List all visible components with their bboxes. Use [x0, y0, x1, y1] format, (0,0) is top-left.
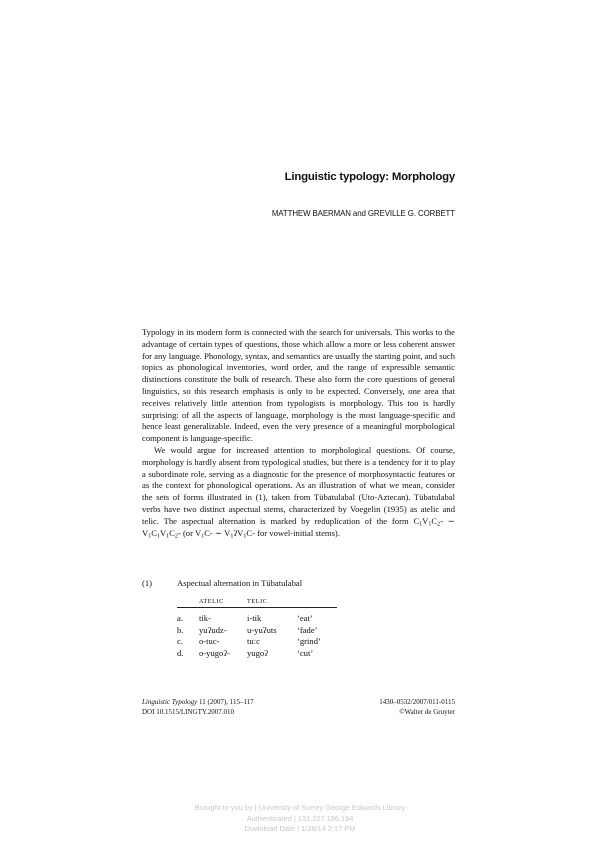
atelic-form: o-yugoʔ- — [199, 647, 231, 658]
reduplication-formula-consonant: $C_1V_1C_2-$ ∼ $V_1C_1V_1C_2-$ — [142, 515, 455, 540]
telic-form: i-tik — [247, 613, 262, 623]
footer-citation — [142, 697, 254, 717]
watermark-line-2: Authenticated | 131.227.186.194 — [246, 813, 354, 823]
paragraph-2 — [142, 445, 455, 539]
paren-open: (or — [182, 527, 193, 538]
article-body — [142, 327, 455, 539]
watermark-line-3: Download Date | 1/28/14 2:17 PM — [244, 824, 356, 834]
doi: DOI 10.1515/LINGTY.2007.010 — [142, 708, 235, 716]
gloss: ‘fade’ — [297, 624, 318, 635]
example-header-row — [177, 592, 337, 608]
copyright: ©Walter de Gruyter — [399, 708, 455, 716]
table-row — [177, 635, 337, 647]
table-row — [177, 646, 337, 658]
row-label: d. — [177, 647, 184, 658]
volume-pages: 11 (2007), 115–117 — [197, 698, 254, 706]
example-number: (1) — [142, 578, 153, 588]
gloss: ‘eat’ — [297, 613, 313, 623]
download-watermark — [150, 803, 450, 835]
article-authors: MATTHEW BAERMAN and GREVILLE G. CORBETT — [271, 209, 455, 218]
telic-form: tuːc — [247, 636, 260, 646]
reduplication-formula-vowel: $V_1C-$ ∼ $V_1ʔV_1C-$ — [194, 527, 255, 540]
paragraph-2-text: We would argue for increased attention to morphological questions. Of course, morphology is hardly absent from typological studies, but there is a tendency for it to play a subordinate role, serving as a diagnostic for the presence of morphosyntactic features or as the context for phonological operations. As an illustration of what we mean, consider the sets of forms illustrated in (1), taken from Tübatulabal (Uto-Aztecan). Tübatulabal verbs have two distinct aspectual stems, characterized by Voegelin (1935) as atelic and telic. The aspectual alternation is marked by reduplication of the form — [142, 444, 455, 526]
journal-citation — [142, 697, 254, 707]
header-telic: TELIC — [247, 598, 268, 605]
paragraph-2-end: for vowel-initial stems). — [257, 527, 340, 538]
journal-name: Linguistic Typology — [142, 698, 198, 706]
watermark-line-1: Brought to you by | University of Surrey George Edwards Library — [194, 803, 406, 812]
telic-form: yugoʔ — [247, 647, 269, 658]
atelic-form: tik- — [199, 613, 211, 623]
gloss: ‘grind’ — [297, 636, 321, 646]
row-label: c. — [177, 636, 183, 646]
article-title: Linguistic typology: Morphology — [284, 171, 455, 183]
paragraph-1: Typology in its modern form is connected with the search for universals. This works to the advantage of certain types of questions, those which allow a more or less coherent answer for any language. Phonology, syntax, and semantics are usually the starting point, and such topics as phonological inventories, word order, and the range of expressible semantic distinctions constitute the bulk of research. These also form the core questions of general linguistics, so this research emphasis is only to be expected. Conversely, one area that receives relatively little attention from typologists is morphology. This too is hardly surprising: of all the aspects of language, morphology is the most language-specific and hence least generalizable. Indeed, even the very presence of a meaningful morphological component is language-specific. — [142, 327, 455, 444]
row-label: b. — [177, 624, 184, 635]
table-row — [177, 608, 337, 624]
header-atelic: ATELIC — [199, 598, 224, 605]
header-empty — [177, 592, 199, 608]
example-table — [177, 592, 337, 658]
row-label: a. — [177, 613, 183, 623]
atelic-form: yuʔudz- — [199, 624, 227, 635]
issn: 1430–0532/2007/011-0115 — [379, 698, 455, 706]
footer-publisher — [300, 697, 455, 717]
gloss: ‘cut’ — [297, 647, 314, 658]
header-gloss-empty — [297, 592, 337, 608]
example-title: Aspectual alternation in Tübatulabal — [177, 578, 303, 588]
atelic-form: o-tuc- — [199, 636, 220, 646]
table-row — [177, 623, 337, 635]
telic-form: u-yuʔuts — [247, 624, 277, 635]
